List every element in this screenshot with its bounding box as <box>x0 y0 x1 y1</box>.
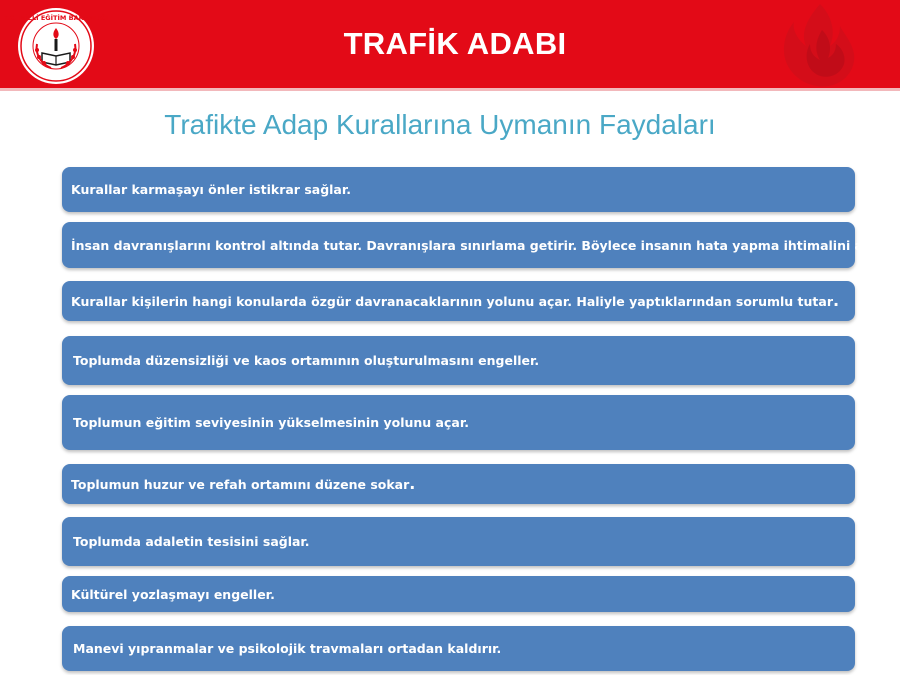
logo-lettering: T.C. MİLLİ EĞİTİM BAKANLIĞI <box>3 14 109 22</box>
benefit-text: Kurallar karmaşayı önler istikrar sağlar. <box>71 182 351 197</box>
benefit-text: Kurallar kişilerin hangi konularda özgür davranacaklarının yolunu açar. Haliyle yaptıklarından sorumlu tutar <box>71 293 833 309</box>
flame-decoration <box>770 0 870 90</box>
benefit-item-5 <box>62 395 855 450</box>
benefit-text: Toplumun eğitim seviyesinin yükselmesinin yolunu açar. <box>73 415 469 430</box>
benefit-item-6 <box>62 464 855 504</box>
slide-subtitle: Trafikte Adap Kurallarına Uymanın Faydaları <box>164 109 716 140</box>
benefit-item-3 <box>62 281 855 321</box>
benefit-item-9 <box>62 626 855 671</box>
page-title: TRAFİK ADABI <box>343 26 567 61</box>
header-underline <box>0 88 900 91</box>
benefit-suffix: . <box>409 474 416 493</box>
benefit-item-4 <box>62 336 855 385</box>
benefit-item-1 <box>62 167 855 212</box>
benefit-text: Toplumun huzur ve refah ortamını düzene sokar <box>71 476 410 492</box>
benefit-text: Toplumda düzensizliği ve kaos ortamının oluşturulmasını engeller. <box>73 353 540 368</box>
benefit-item-7 <box>62 517 855 566</box>
benefit-text: Kültürel yozlaşmayı engeller. <box>71 586 275 602</box>
benefit-text: Manevi yıpranmalar ve psikolojik travmaları ortadan kaldırır. <box>73 641 502 656</box>
header-bar <box>0 0 900 88</box>
benefit-item-2 <box>62 222 903 268</box>
benefit-text: Toplumda adaletin tesisini sağlar. <box>73 534 310 549</box>
benefit-text: İnsan davranışlarını kontrol altında tutar. Davranışlara sınırlama getirir. Böylece insanın hata yapma ihtimalini azaltır. <box>71 237 903 253</box>
benefit-item-8 <box>62 576 855 612</box>
benefit-suffix: . <box>833 291 840 310</box>
